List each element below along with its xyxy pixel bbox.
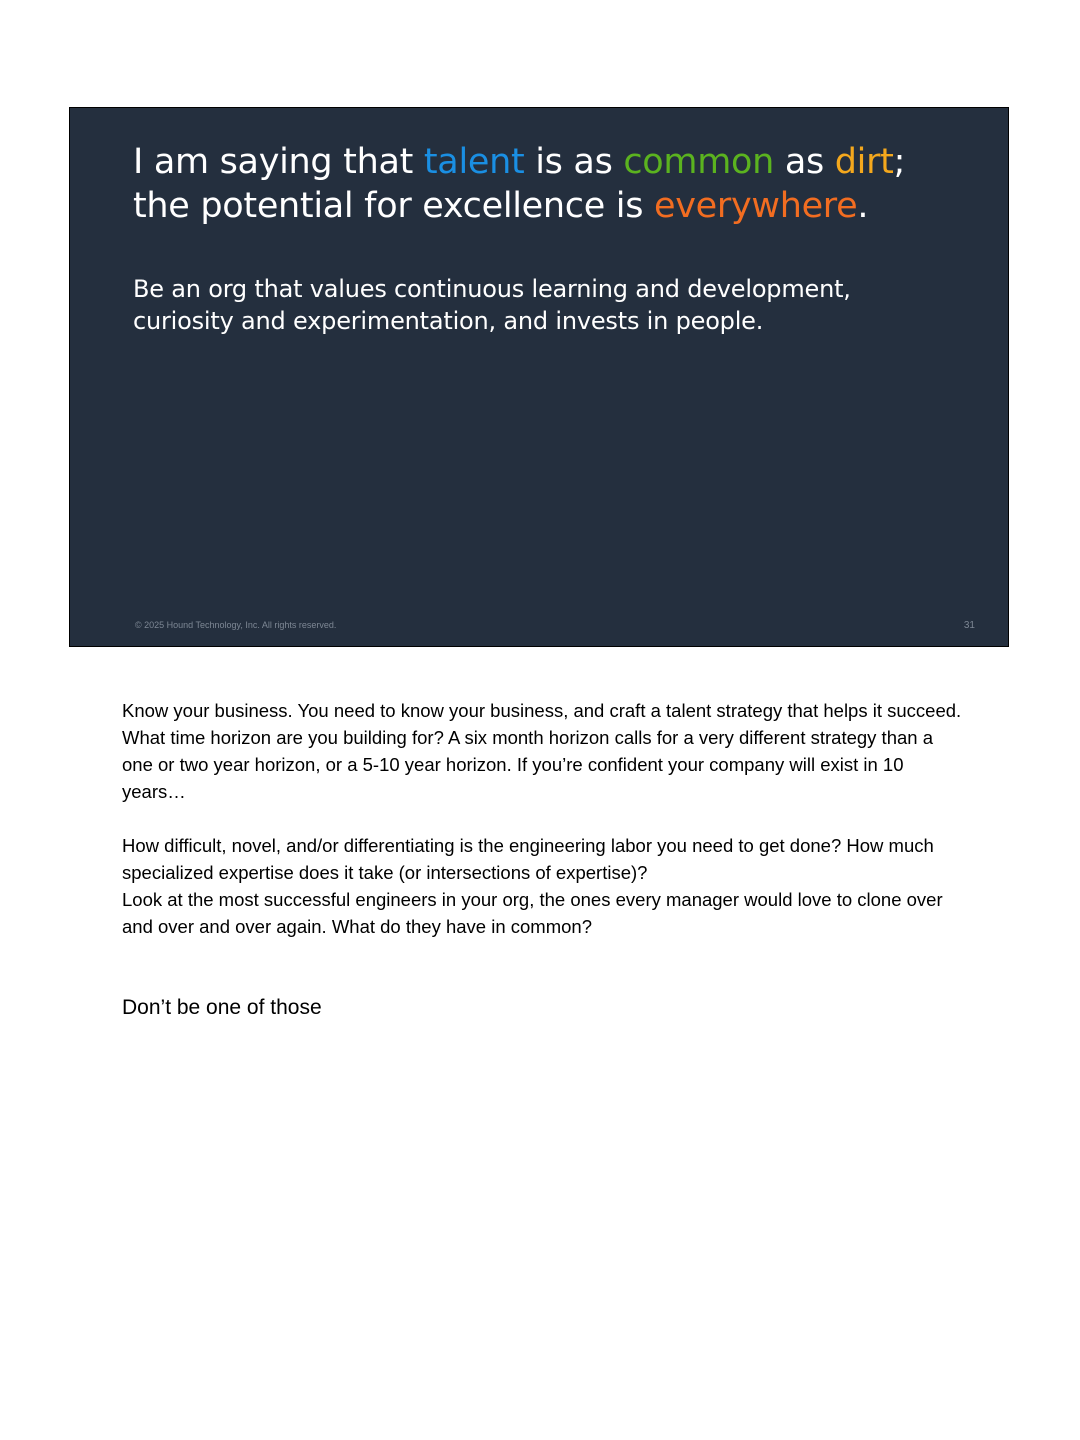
- notes-spacer: [122, 805, 967, 832]
- headline-segment: .: [857, 186, 869, 226]
- headline-segment: ;: [893, 142, 906, 182]
- headline-word-common: common: [623, 142, 774, 182]
- speaker-notes: [122, 697, 967, 940]
- slide-subline: [133, 273, 993, 337]
- slide-headline: [133, 140, 993, 228]
- headline-segment: as: [774, 142, 835, 182]
- notes-paragraph: Know your business. You need to know your business, and craft a talent strategy that helps it succeed.: [122, 700, 962, 721]
- notes-closing-line: Don’t be one of those: [122, 996, 322, 1019]
- copyright-notice: © 2025 Hound Technology, Inc. All rights reserved.: [135, 620, 337, 630]
- notes-paragraph: How difficult, novel, and/or differentiating is the engineering labor you need to get done? How much specialized expertise does it take (or intersections of expertise)?: [122, 835, 934, 883]
- headline-segment: I am saying that: [133, 142, 424, 182]
- subline-line-1: Be an org that values continuous learning and development,: [133, 275, 851, 303]
- slide-page-number: 31: [963, 620, 975, 631]
- headline-word-everywhere: everywhere: [653, 186, 858, 226]
- slide: [69, 107, 1009, 647]
- subline-line-2: curiosity and experimentation, and invests in people.: [133, 307, 764, 335]
- headline-word-dirt: dirt: [834, 142, 894, 182]
- headline-line-2: [133, 186, 868, 226]
- notes-paragraph: Look at the most successful engineers in your org, the ones every manager would love to clone over and over and over again. What do they have in common?: [122, 889, 943, 937]
- headline-segment: is as: [524, 142, 624, 182]
- headline-segment: the potential for excellence is: [133, 186, 654, 226]
- headline-word-talent: talent: [423, 142, 525, 182]
- headline-line-1: [133, 142, 905, 182]
- notes-paragraph: What time horizon are you building for? A six month horizon calls for a very different strategy than a one or two year horizon, or a 5-10 year horizon. If you’re confident your company will exist in 10 years…: [122, 727, 933, 802]
